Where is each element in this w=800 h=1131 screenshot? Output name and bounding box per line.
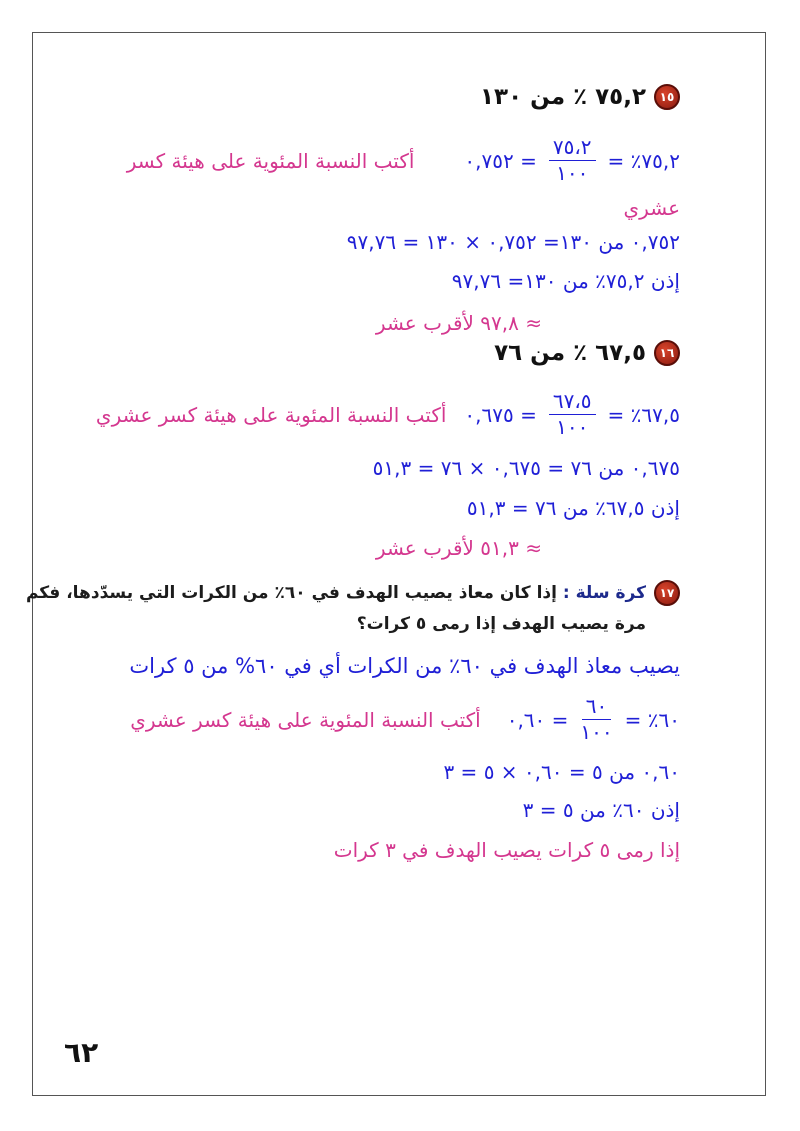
q17-line4: إذا رمى ٥ كرات يصيب الهدف في ٣ كرات [333,838,680,862]
q15-note2: عشري [623,196,680,220]
q17-frac-num: ٦٠ [582,696,611,720]
q15-equation [127,137,680,184]
q16-line2-row [373,456,680,480]
page-frame [32,32,766,1096]
q15-badge: ١٥ [654,84,680,110]
q15-header [480,84,680,110]
q15-title: ٧٥,٢ ٪ من ١٣٠ [480,84,646,110]
q16-badge: ١٦ [654,340,680,366]
q15-note2-row [624,196,680,220]
q16-fraction [549,391,596,438]
q17-line2: ٠,٦٠ من ٥ = ٠,٦٠ × ٥ = ٣ [443,760,680,784]
q16-frac-den: ١٠٠ [556,415,589,439]
q17-frac-den: ١٠٠ [580,720,613,744]
q15-line4-row [376,311,542,335]
q15-line2: ٠,٧٥٢ من ١٣٠= ٠,٧٥٢ × ١٣٠ = ٩٧,٧٦ [346,230,680,254]
q16-note: أكتب النسبة المئوية على هيئة كسر عشري [95,402,447,427]
q15-line3: إذن ٧٥,٢٪ من ١٣٠= ٩٧,٧٦ [451,269,680,293]
q17-text2-row [357,614,646,634]
q15-eq-right: = ٠,٧٥٢ [464,148,537,173]
q16-eq-left: ٦٧,٥٪ = [607,402,680,427]
q16-line4-row [376,536,542,560]
q17-header [26,580,680,606]
q16-eq-right: = ٠,٦٧٥ [464,402,537,427]
q17-title-label: كرة سلة : [562,583,646,603]
q17-eq-left: ٦٠٪ = [624,707,680,732]
q17-text1-wrap [26,583,646,603]
q17-line4-row [334,838,680,862]
q15-line3-row [452,269,680,293]
page-number: ٦٢ [64,1036,99,1069]
q16-frac-num: ٦٧،٥ [549,391,596,415]
q17-text2: مرة يصيب الهدف إذا رمى ٥ كرات؟ [356,614,646,634]
q16-line3-row [467,496,680,520]
q16-title: ٦٧,٥ ٪ من ٧٦ [494,340,646,366]
q17-fraction [580,696,612,743]
q17-badge: ١٧ [654,580,680,606]
q15-frac-den: ١٠٠ [556,161,589,185]
q17-line2-row [443,760,680,784]
q17-note: أكتب النسبة المئوية على هيئة كسر عشري [130,707,481,732]
q17-equation [130,696,680,743]
q17-line3: إذن ٦٠٪ من ٥ = ٣ [522,798,680,822]
q15-frac-num: ٧٥،٢ [549,137,596,161]
q15-fraction [549,137,596,184]
q17-line1-row [129,654,680,678]
q15-line4: ≈ ٩٧,٨ لأقرب عشر [375,311,542,335]
q16-line2: ٠,٦٧٥ من ٧٦ = ٠,٦٧٥ × ٧٦ = ٥١,٣ [372,456,680,480]
q16-line3: إذن ٦٧,٥٪ من ٧٦ = ٥١,٣ [466,496,680,520]
q17-eq-right: = ٠,٦٠ [506,707,569,732]
q15-note: أكتب النسبة المئوية على هيئة كسر [126,148,415,173]
q16-line4: ≈ ٥١,٣ لأقرب عشر [375,536,542,560]
q16-header [494,340,680,366]
q17-text1: إذا كان معاذ يصيب الهدف في ٦٠٪ من الكرات التي يسدّدها، فكم [25,583,557,603]
q15-eq-left: ٧٥,٢٪ = [607,148,680,173]
q17-line3-row [523,798,680,822]
q15-line2-row [347,230,680,254]
q16-equation [96,391,680,438]
q17-line1: يصيب معاذ الهدف في ٦٠٪ من الكرات أي في ٦٠% من ٥ كرات [129,654,680,678]
